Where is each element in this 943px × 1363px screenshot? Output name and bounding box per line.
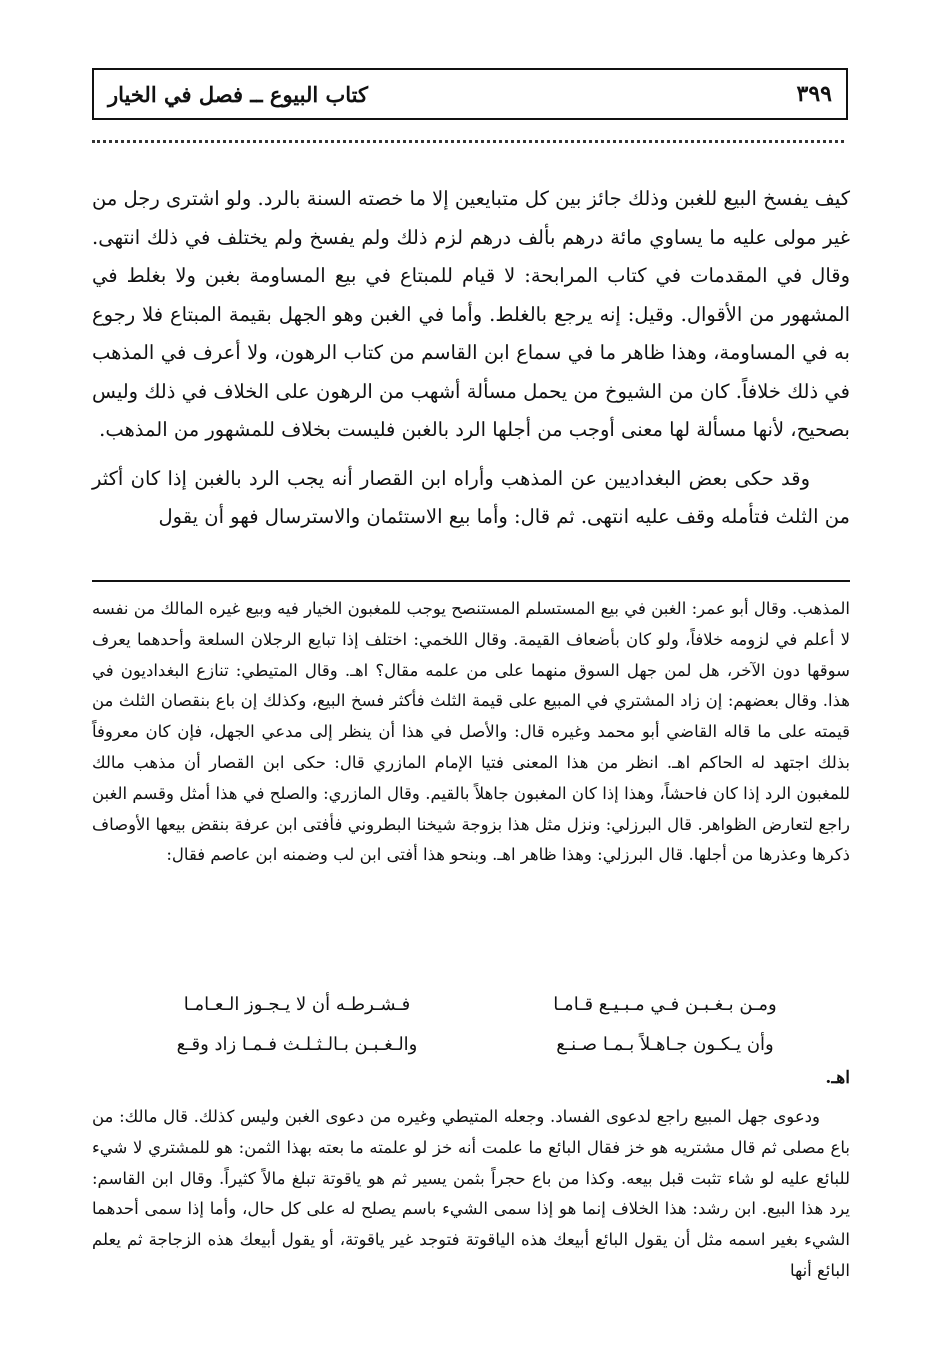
verse-1-second-hemistich: فـشـرطـه أن لا يـجـوز الـعـامـا xyxy=(183,993,411,1015)
poem-verse xyxy=(92,984,850,1024)
footnotes xyxy=(92,594,850,871)
page-number: ٣٩٩ xyxy=(796,81,832,107)
poem-verse xyxy=(92,1024,850,1064)
page-header xyxy=(92,68,848,120)
poem-end-mark: اهـ. xyxy=(825,1068,850,1088)
main-text xyxy=(92,180,850,537)
footnote-text: المذهب. وقال أبو عمر: الغبن في بيع المستسلم المستنصح يوجب للمغبون الخيار فيه وبيع غيره المالك من نفسه لا أعلم في لزومه خلافاً، ولو كان بأضعاف القيمة. وقال اللخمي: اختلف إذا تبايع الرجلان السلعة وأحدهما يعرف سوقها دون الآخر، هل لمن جهل السوق منهما على من علمه مقال؟ اهـ. وقال المتيطي: تنازع البغداديون في هذا. وقال بعضهم: إن زاد المشتري في المبيع على قيمة الثلث فأكثر فسخ البيع، وكذلك إن باع بنقصان الثلث من قيمته على ما قاله القاضي أبو محمد وغيره قال: والأصل في هذا أن ينظر إلى مدعي الجهل، فإن كان معروفاً بذلك اجتهد له الحاكم اهـ. انظر من هذا المعنى فتيا الإمام المازري قال: حكى ابن القصار أن مذهب مالك للمغبون الرد إذا كان فاحشاً، وهذا إذا كان المغبون جاهلاً بالقيم. وقال المازري: والصلح في هذا أمثل وقسم الغبن راجع لتعارض الظواهر. قال البرزلي: ونزل مثل هذا بزوجة شيخنا البطروني فأفتى ابن عرفة بنقض بيعها الأوصاف ذكرها وعذرها من أجلها. قال البرزلي: وهذا ظاهر اهـ. وبنحو هذا أفتى ابن لب وضمنه ابن عاصم فقال: xyxy=(92,599,850,865)
main-paragraph-2: وقد حكى بعض البغداديين عن المذهب وأراه ابن القصار أنه يجب الرد بالغبن إذا كان أكثر من الثلث فتأمله وقف عليه انتهى. ثم قال: وأما بيع الاستئمان والاسترسال فهو أن يقول xyxy=(92,466,850,528)
footnote-rule xyxy=(92,580,850,582)
running-title: كتاب البيوع ــ فصل في الخيار xyxy=(108,81,369,107)
verse-1-first-hemistich: ومـن بـغـبـن فـي مـبـيـع قـامـا xyxy=(553,993,777,1015)
dotted-separator xyxy=(92,140,844,143)
footnote-text-2: ودعوى جهل المبيع راجع لدعوى الفساد. وجعله المتيطي وغيره من دعوى الغبن وليس كذلك. قال مالك: من باع مصلى ثم قال مشتريه هو خز فقال البائع ما علمت أنه خز لو علمته ما بعته بهذا الثمن: هو للمشتري لا شيء للبائع عليه لو شاء تثبت قبل بيعه. وكذا من باع حجراً بثمن يسير ثم هو ياقوتة تبلغ مالاً كثيراً. وقال ابن القاسم: يرد هذا البيع. ابن رشد: هذا الخلاف إنما هو إذا سمى الشيء باسم يصلح له على كل حال، وأما إذا سمى أحدهما الشيء بغير اسمه مثل أن يقول البائع أبيعك هذه الياقوتة فتوجد غير ياقوتة، أو يقول أبيعك هذه الزجاجة ثم يعلم البائع أنها xyxy=(92,1107,851,1280)
verse-2-first-hemistich: وأن يـكـون جـاهـلاً بـمـا صـنـع xyxy=(556,1033,774,1055)
footnotes-continued xyxy=(92,1102,850,1287)
main-paragraph-1: كيف يفسخ البيع للغبن وذلك جائز بين كل متبايعين إلا ما خصته السنة بالرد. ولو اشترى رجل من غير مولى عليه ما يساوي مائة درهم بألف درهم لزم ذلك ولم يفسخ ولم يختلف في ذلك انتهى. وقال في المقدمات في كتاب المرابحة: لا قيام للمبتاع في بيع المساومة بغبن ولا بغلط في المشهور من الأقوال. وقيل: إنه يرجع بالغلط. وأما في الغبن وهو الجهل بقيمة المبتاع فلا رجوع به في المساومة، وهذا ظاهر ما في سماع ابن القاسم من كتاب الرهون، ولا أعرف في المذهب في ذلك خلافاً. كان من الشيوخ من يحمل مسألة أشهب من الرهون على الخلاف في ذلك وليس بصحيح، لأنها مسألة لها معنى أوجب من أجلها الرد بالغبن فليست بخلاف للمشهور من المذهب. xyxy=(92,187,850,441)
poem xyxy=(92,984,850,1064)
verse-2-second-hemistich: والـغـبـن بـالـثـلـث فـمـا زاد وقـع xyxy=(176,1033,418,1055)
